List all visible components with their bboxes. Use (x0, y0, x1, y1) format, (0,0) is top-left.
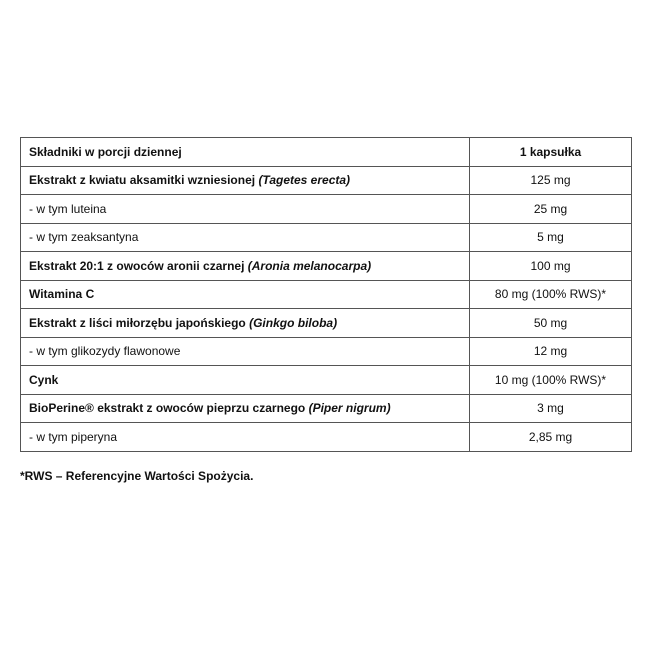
ingredient-latin-name: (Tagetes erecta) (258, 173, 351, 188)
ingredient-cell (21, 337, 470, 366)
ingredient-latin-name: (Aronia melanocarpa) (247, 258, 372, 273)
table-row (21, 366, 632, 395)
ingredient-name: BioPerine® ekstrakt z owoców pieprzu czarnego (29, 401, 309, 416)
amount-cell: 25 mg (470, 195, 632, 224)
ingredient-name: Ekstrakt 20:1 z owoców aronii czarnej (29, 258, 248, 273)
amount-cell: 125 mg (470, 166, 632, 195)
table-row (21, 195, 632, 224)
ingredient-cell (21, 423, 470, 452)
table-row (21, 223, 632, 252)
ingredient-name: Witamina C (29, 287, 95, 302)
ingredient-name: - w tym piperyna (29, 429, 118, 444)
ingredient-name: Cynk (29, 372, 59, 387)
ingredient-cell (21, 366, 470, 395)
table-row (21, 309, 632, 338)
table-header-row (21, 138, 632, 167)
header-amount: 1 kapsułka (470, 138, 632, 167)
table-row (21, 423, 632, 452)
amount-cell: 2,85 mg (470, 423, 632, 452)
header-ingredient: Składniki w porcji dziennej (21, 138, 470, 167)
amount-cell: 80 mg (100% RWS)* (470, 280, 632, 309)
ingredient-cell (21, 280, 470, 309)
ingredient-name: Ekstrakt z liści miłorzębu japońskiego (29, 315, 250, 330)
footnote: *RWS – Referencyjne Wartości Spożycia. (20, 469, 254, 483)
table-row (21, 252, 632, 281)
ingredient-cell (21, 252, 470, 281)
ingredient-cell (21, 309, 470, 338)
table-row (21, 166, 632, 195)
composition-table-container (20, 137, 631, 452)
table-body (21, 166, 632, 451)
ingredient-name: Ekstrakt z kwiatu aksamitki wzniesionej (29, 173, 259, 188)
ingredient-name: - w tym luteina (29, 201, 107, 216)
amount-cell: 100 mg (470, 252, 632, 281)
ingredient-cell (21, 166, 470, 195)
composition-table (20, 137, 632, 452)
table-row (21, 337, 632, 366)
amount-cell: 50 mg (470, 309, 632, 338)
ingredient-latin-name: (Piper nigrum) (308, 401, 391, 416)
ingredient-latin-name: (Ginkgo biloba) (249, 315, 338, 330)
ingredient-name: - w tym glikozydy flawonowe (29, 344, 181, 359)
ingredient-cell (21, 394, 470, 423)
table-row (21, 394, 632, 423)
amount-cell: 10 mg (100% RWS)* (470, 366, 632, 395)
amount-cell: 3 mg (470, 394, 632, 423)
table-row (21, 280, 632, 309)
amount-cell: 12 mg (470, 337, 632, 366)
amount-cell: 5 mg (470, 223, 632, 252)
ingredient-name: - w tym zeaksantyna (29, 230, 139, 245)
ingredient-cell (21, 195, 470, 224)
ingredient-cell (21, 223, 470, 252)
